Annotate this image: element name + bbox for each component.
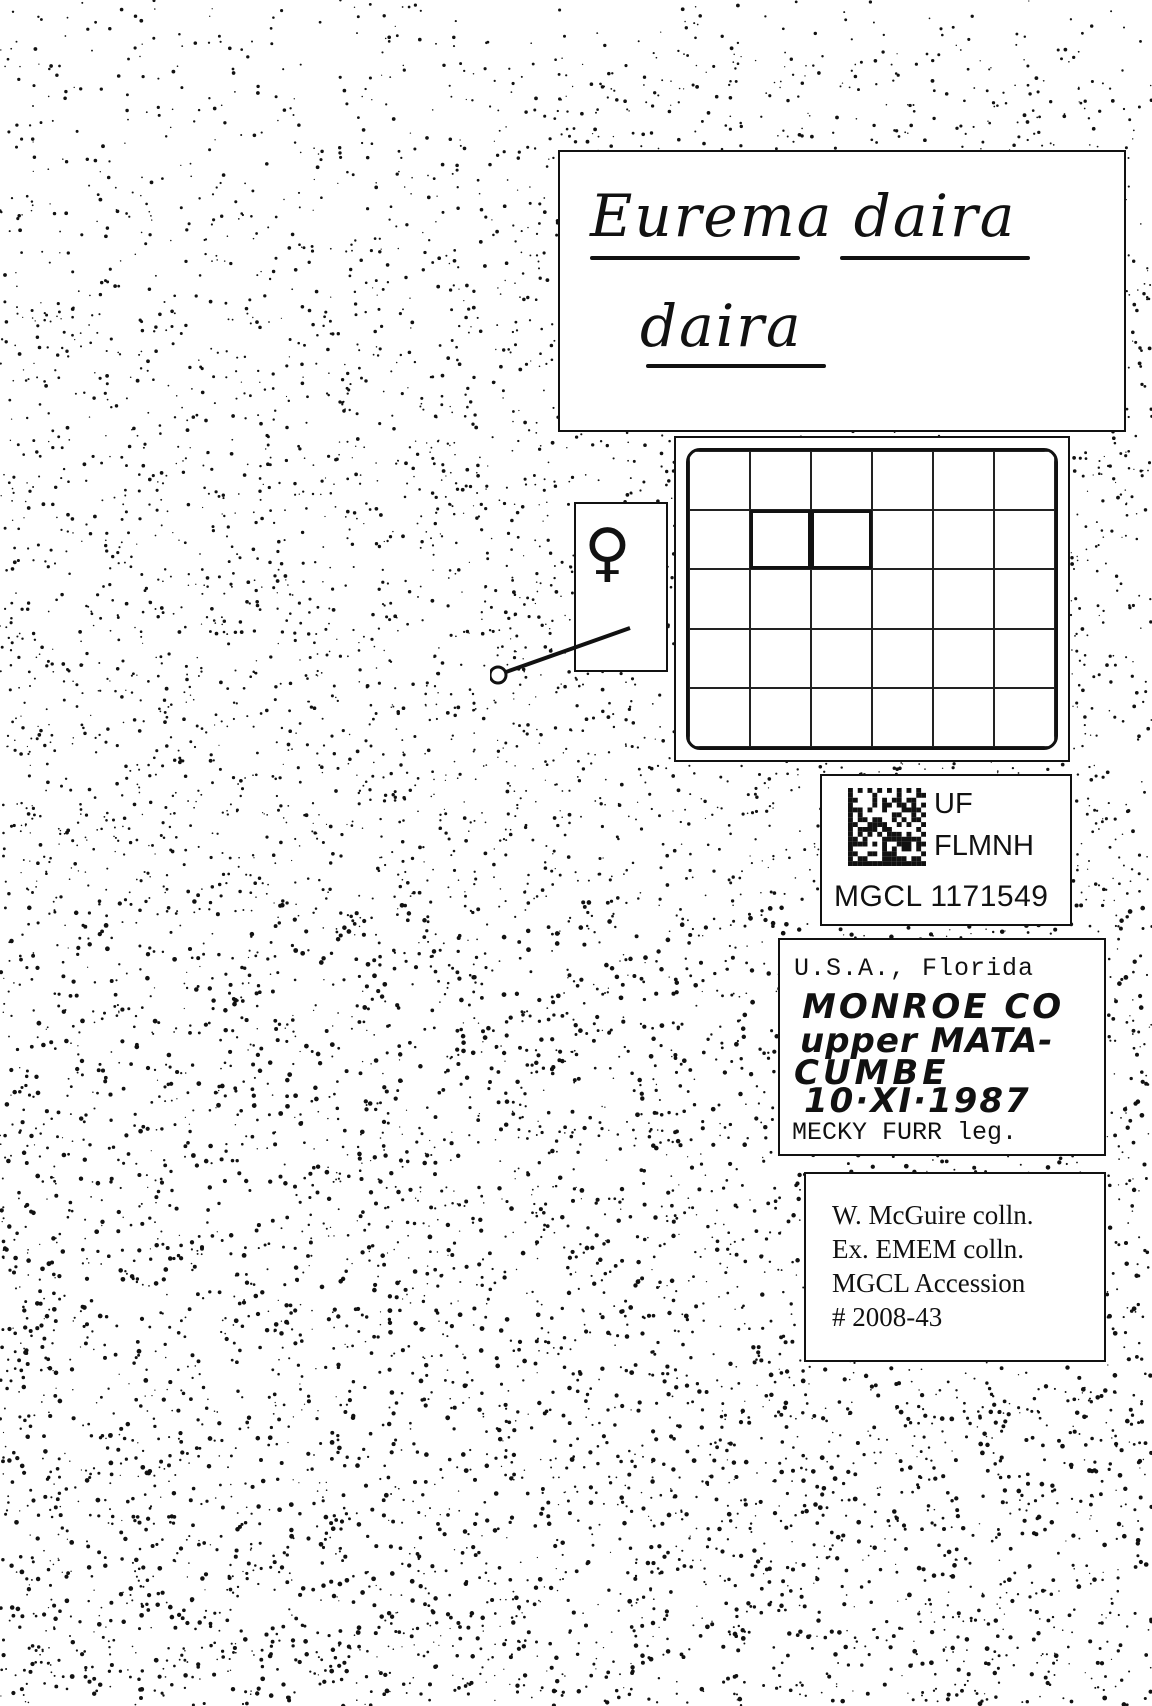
accession-label <box>804 1172 1106 1362</box>
grid-cell <box>872 688 933 747</box>
grid-cell <box>689 688 750 747</box>
grid-cell <box>872 569 933 628</box>
grid-cell <box>750 688 811 747</box>
grid-cell <box>933 451 994 510</box>
accession-line-3: MGCL Accession <box>832 1268 1026 1298</box>
grid-cell <box>933 688 994 747</box>
grid-cell <box>750 569 811 628</box>
grid-cell <box>811 569 872 628</box>
grid-cell <box>689 451 750 510</box>
grid-cell <box>994 569 1055 628</box>
underline-subspecies <box>646 364 826 368</box>
color-reference-grid <box>674 436 1070 762</box>
grid-cell <box>994 510 1055 569</box>
accession-line-2: Ex. EMEM colln. <box>832 1234 1024 1264</box>
grid-cell <box>811 629 872 688</box>
grid-cell <box>689 510 750 569</box>
locality-site-2: CUMBE <box>794 1053 950 1093</box>
collection-date: 10·XI·1987 <box>804 1081 1031 1121</box>
grid-cell <box>933 510 994 569</box>
grid-cell <box>811 688 872 747</box>
underline-genus <box>590 256 800 260</box>
grid-cell <box>933 629 994 688</box>
institution-line-2: FLMNH <box>934 830 1034 862</box>
institution-line-1: UF <box>934 788 973 820</box>
grid-cell <box>689 629 750 688</box>
grid-cells <box>686 448 1058 750</box>
grid-cell <box>811 451 872 510</box>
grid-cell <box>872 629 933 688</box>
catalog-number: MGCL 1171549 <box>834 880 1049 913</box>
taxon-name-subspecies: daira <box>640 292 803 360</box>
underline-species <box>840 256 1030 260</box>
locality-country-state: U.S.A., Florida <box>794 954 1035 983</box>
grid-cell <box>994 629 1055 688</box>
accession-line-1: W. McGuire colln. <box>832 1200 1034 1230</box>
grid-cell <box>872 510 933 569</box>
locality-site-1: upper MATA- <box>800 1021 1054 1061</box>
datamatrix-barcode-icon <box>848 788 926 866</box>
grid-cell <box>750 451 811 510</box>
grid-cell <box>994 451 1055 510</box>
female-symbol-icon: ♀ <box>584 516 631 590</box>
accession-number: # 2008-43 <box>832 1302 943 1332</box>
taxon-name-genus-species: Eurema daira <box>590 182 1017 250</box>
grid-cell <box>872 451 933 510</box>
grid-cell <box>933 569 994 628</box>
grid-cell <box>811 510 872 569</box>
grid-cell <box>689 569 750 628</box>
pin-icon <box>490 620 640 690</box>
grid-cell <box>750 510 811 569</box>
collector: MECKY FURR leg. <box>792 1118 1018 1147</box>
locality-label <box>778 938 1106 1156</box>
locality-county: MONROE CO <box>802 987 1065 1027</box>
grid-cell <box>994 688 1055 747</box>
barcode-label <box>820 774 1072 926</box>
grid-cell <box>750 629 811 688</box>
taxon-label <box>558 150 1126 432</box>
